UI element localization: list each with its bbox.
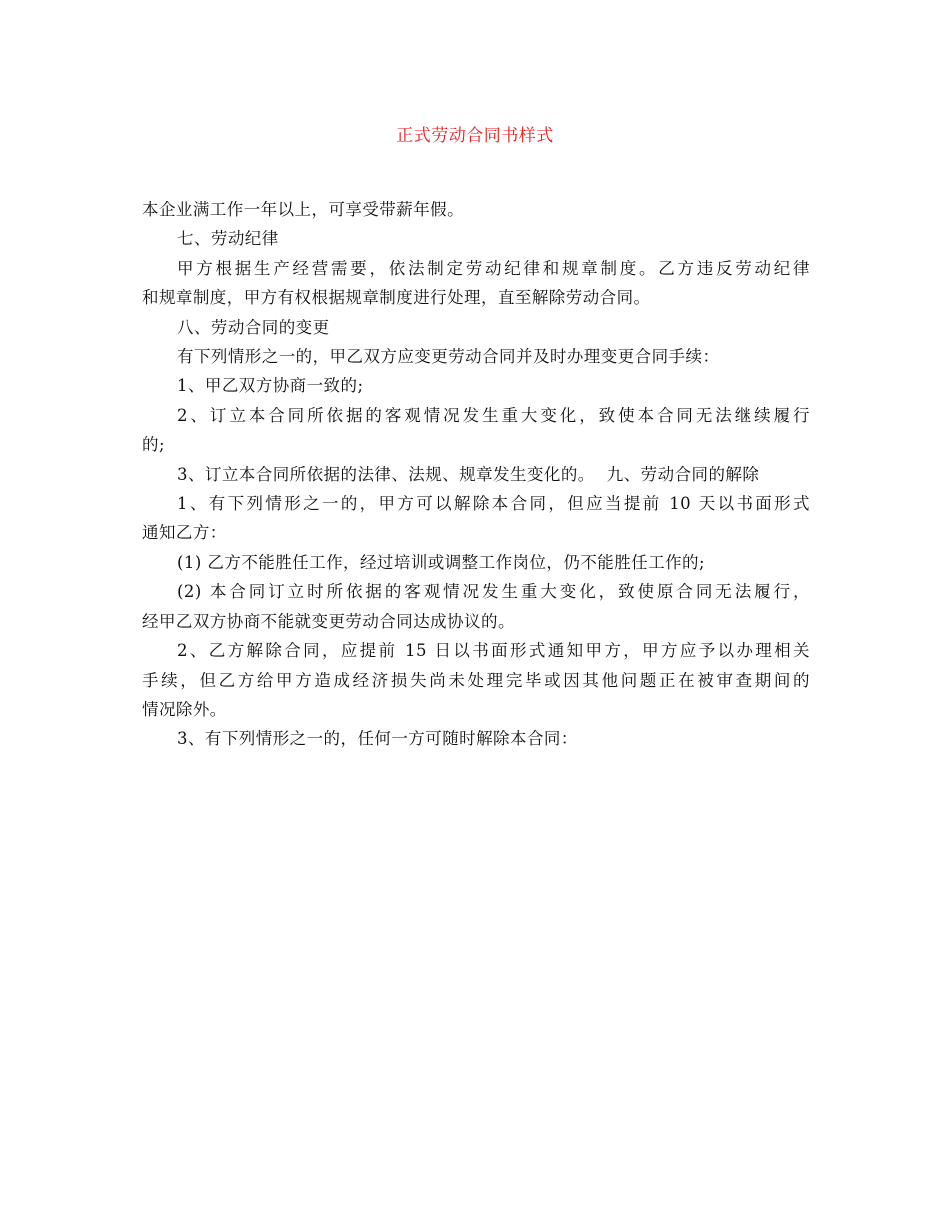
- list-item: [142, 460, 810, 489]
- list-item: (2) 本合同订立时所依据的客观情况发生重大变化，致使原合同无法履行，: [177, 582, 810, 602]
- paragraph-line: 本企业满工作一年以上，可享受带薪年假。: [142, 200, 465, 219]
- paragraph-line: 甲方根据生产经营需要，依法制定劳动纪律和规章制度。乙方违反劳动纪律: [177, 258, 810, 278]
- list-item: 1、有下列情形之一的，甲方可以解除本合同，但应当提前 10 天以书面形式: [177, 494, 810, 514]
- paragraph-line: 通知乙方：: [142, 523, 227, 543]
- list-item: 3、有下列情形之一的，任何一方可随时解除本合同：: [177, 729, 578, 749]
- list-item: 1、甲乙双方协商一致的;: [177, 376, 364, 396]
- section-heading-termination: 九、劳动合同的解除: [606, 464, 760, 484]
- list-item: (1) 乙方不能胜任工作，经过培训或调整工作岗位，仍不能胜任工作的;: [177, 552, 705, 572]
- paragraph-line: 情况除外。: [142, 699, 227, 719]
- list-item: 2、订立本合同所依据的客观情况发生重大变化，致使本合同无法继续履行: [177, 405, 810, 425]
- section-heading-change: 八、劳动合同的变更: [177, 317, 330, 337]
- list-item: 2、乙方解除合同，应提前 15 日以书面形式通知甲方，甲方应予以办理相关: [177, 641, 810, 661]
- document-title: 正式劳动合同书样式: [396, 126, 554, 146]
- document-body: [142, 195, 810, 754]
- paragraph-line: 手续，但乙方给甲方造成经济损失尚未处理完毕或因其他问题正在被审查期间的: [142, 670, 810, 690]
- section-heading-discipline: 七、劳动纪律: [177, 229, 279, 249]
- paragraph-line: 经甲乙双方协商不能就变更劳动合同达成协议的。: [142, 611, 515, 631]
- paragraph-line: 的;: [142, 435, 165, 455]
- list-item-text: 3、订立本合同所依据的法律、法规、规章发生变化的。: [177, 464, 595, 484]
- paragraph-line: 有下列情形之一的，甲乙双方应变更劳动合同并及时办理变更合同手续：: [177, 347, 720, 367]
- paragraph-line: 和规章制度，甲方有权根据规章制度进行处理，直至解除劳动合同。: [142, 288, 651, 308]
